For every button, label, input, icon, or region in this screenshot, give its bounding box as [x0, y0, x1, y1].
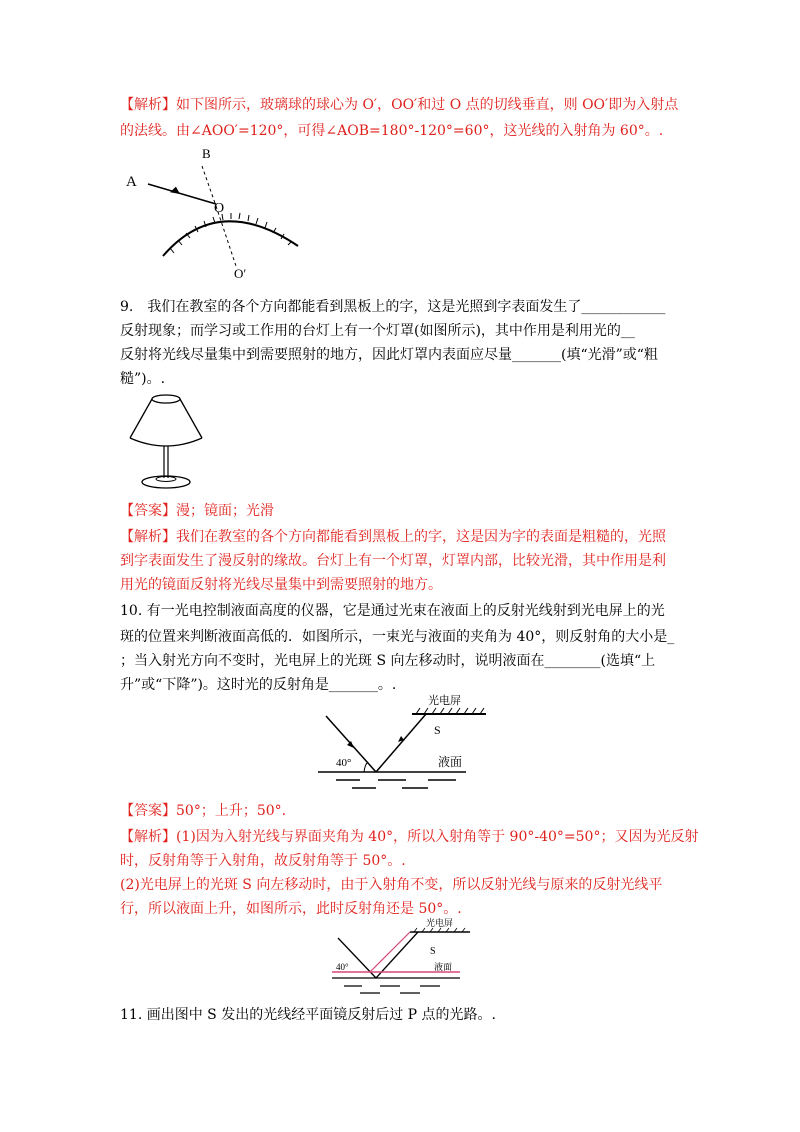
q10-analysis-line-3: (2)光电屏上的光斑 S 向左移动时，由于入射角不变，所以反射光线与原来的反射光线平 — [120, 877, 663, 893]
incident-arrowhead — [347, 741, 354, 748]
q10-line-2: 斑的位置来判断液面高低的．如图所示，一束光与液面的夹角为 40°，则反射角的大小是_ — [120, 629, 675, 645]
reflected-ray — [376, 714, 426, 772]
q10-line-3: ；当入射光方向不变时，光电屏上的光斑 S 向左移动时，说明液面在________(选填“上 — [120, 653, 656, 669]
reflected-ray-2 — [376, 932, 418, 978]
angle-arc — [364, 762, 368, 772]
q9-analysis-line-1: 【解析】我们在教室的各个方向都能看到黑板上的字，这是因为字的表面是粗糙的，光照 — [120, 529, 666, 545]
screen-label-2: 光电屏 — [426, 918, 454, 928]
photoelectric-figure-answer — [330, 918, 480, 998]
q10-line-1: 10. 有一光电控制液面高度的仪器，它是通过光束在液面上的反射光线射到光电屏上的光 — [120, 603, 665, 619]
q10-analysis-line-4: 行，所以液面上升，如图所示，此时反射角还是 50°。. — [120, 901, 462, 917]
q9-line-4: 糙”)。. — [120, 371, 166, 387]
lampshade-top — [152, 395, 180, 403]
q9-line-3: 反射将光线尽量集中到需要照射的地方，因此灯罩内表面应尽量_______(填“光滑”或“粗 — [120, 347, 658, 363]
q8-analysis-line-2: 的法线。由∠AOO′=120°，可得∠AOB=180°-120°=60°，这光线的入射角为 60°。. — [120, 123, 664, 139]
label-a: A — [126, 174, 137, 190]
q9-analysis-line-2: 到字表面发生了漫反射的缘故。台灯上有一个灯罩，灯罩内部，比较光滑，其中作用是利 — [120, 553, 666, 569]
q9-line-1: 9. 我们在教室的各个方向都能看到黑板上的字，这是光照到字表面发生了____________ — [120, 299, 666, 315]
q10-analysis-line-1: 【解析】(1)因为入射光线与界面夹角为 40°，所以入射角等于 90°-40°=50°；又因为光反射 — [120, 829, 699, 845]
angle-label: 40° — [336, 757, 352, 769]
label-o: O — [214, 201, 225, 216]
q9-answer: 【答案】漫；镜面；光滑 — [120, 503, 274, 519]
q10-answer: 【答案】50°；上升；50°. — [120, 803, 287, 819]
angle-label-2: 40° — [336, 962, 349, 972]
screen-label: 光电屏 — [428, 695, 461, 707]
q9-line-2: 反射现象；而学习或工作用的台灯上有一个灯罩(如图所示)，其中作用是利用光的__ — [120, 323, 635, 339]
spot-label: S — [434, 723, 441, 737]
lampshade-bottom — [130, 438, 202, 446]
q10-analysis-line-2: 时，反射角等于入射角，故反射角等于 50°。. — [120, 853, 406, 869]
desk-lamp-figure — [126, 392, 206, 494]
new-reflected-ray — [370, 932, 410, 972]
liquid-label-2: 液面 — [434, 962, 453, 972]
sphere-arc — [163, 221, 298, 256]
photoelectric-figure — [316, 692, 496, 792]
q11-line-1: 11. 画出图中 S 发出的光线经平面镜反射后过 P 点的光路。. — [120, 1007, 496, 1023]
spot-label-2: S — [430, 946, 436, 957]
q9-analysis-line-3: 用光的镜面反射将光线尽量集中到需要照射的地方。 — [120, 577, 442, 593]
liquid-dashes — [336, 780, 456, 788]
label-o-prime: O′ — [234, 266, 247, 281]
liquid-label: 液面 — [438, 755, 463, 769]
glass-sphere-figure — [118, 144, 318, 284]
incident-ray-ao — [148, 184, 216, 204]
label-b: B — [202, 146, 211, 161]
q8-analysis-line-1: 【解析】如下图所示，玻璃球的球心为 O′，OO′和过 O 点的切线垂直，则 OO′即为入射点 — [120, 97, 679, 113]
q10-line-4: 升”或“下降”)。这时光的反射角是_______。. — [120, 677, 397, 693]
